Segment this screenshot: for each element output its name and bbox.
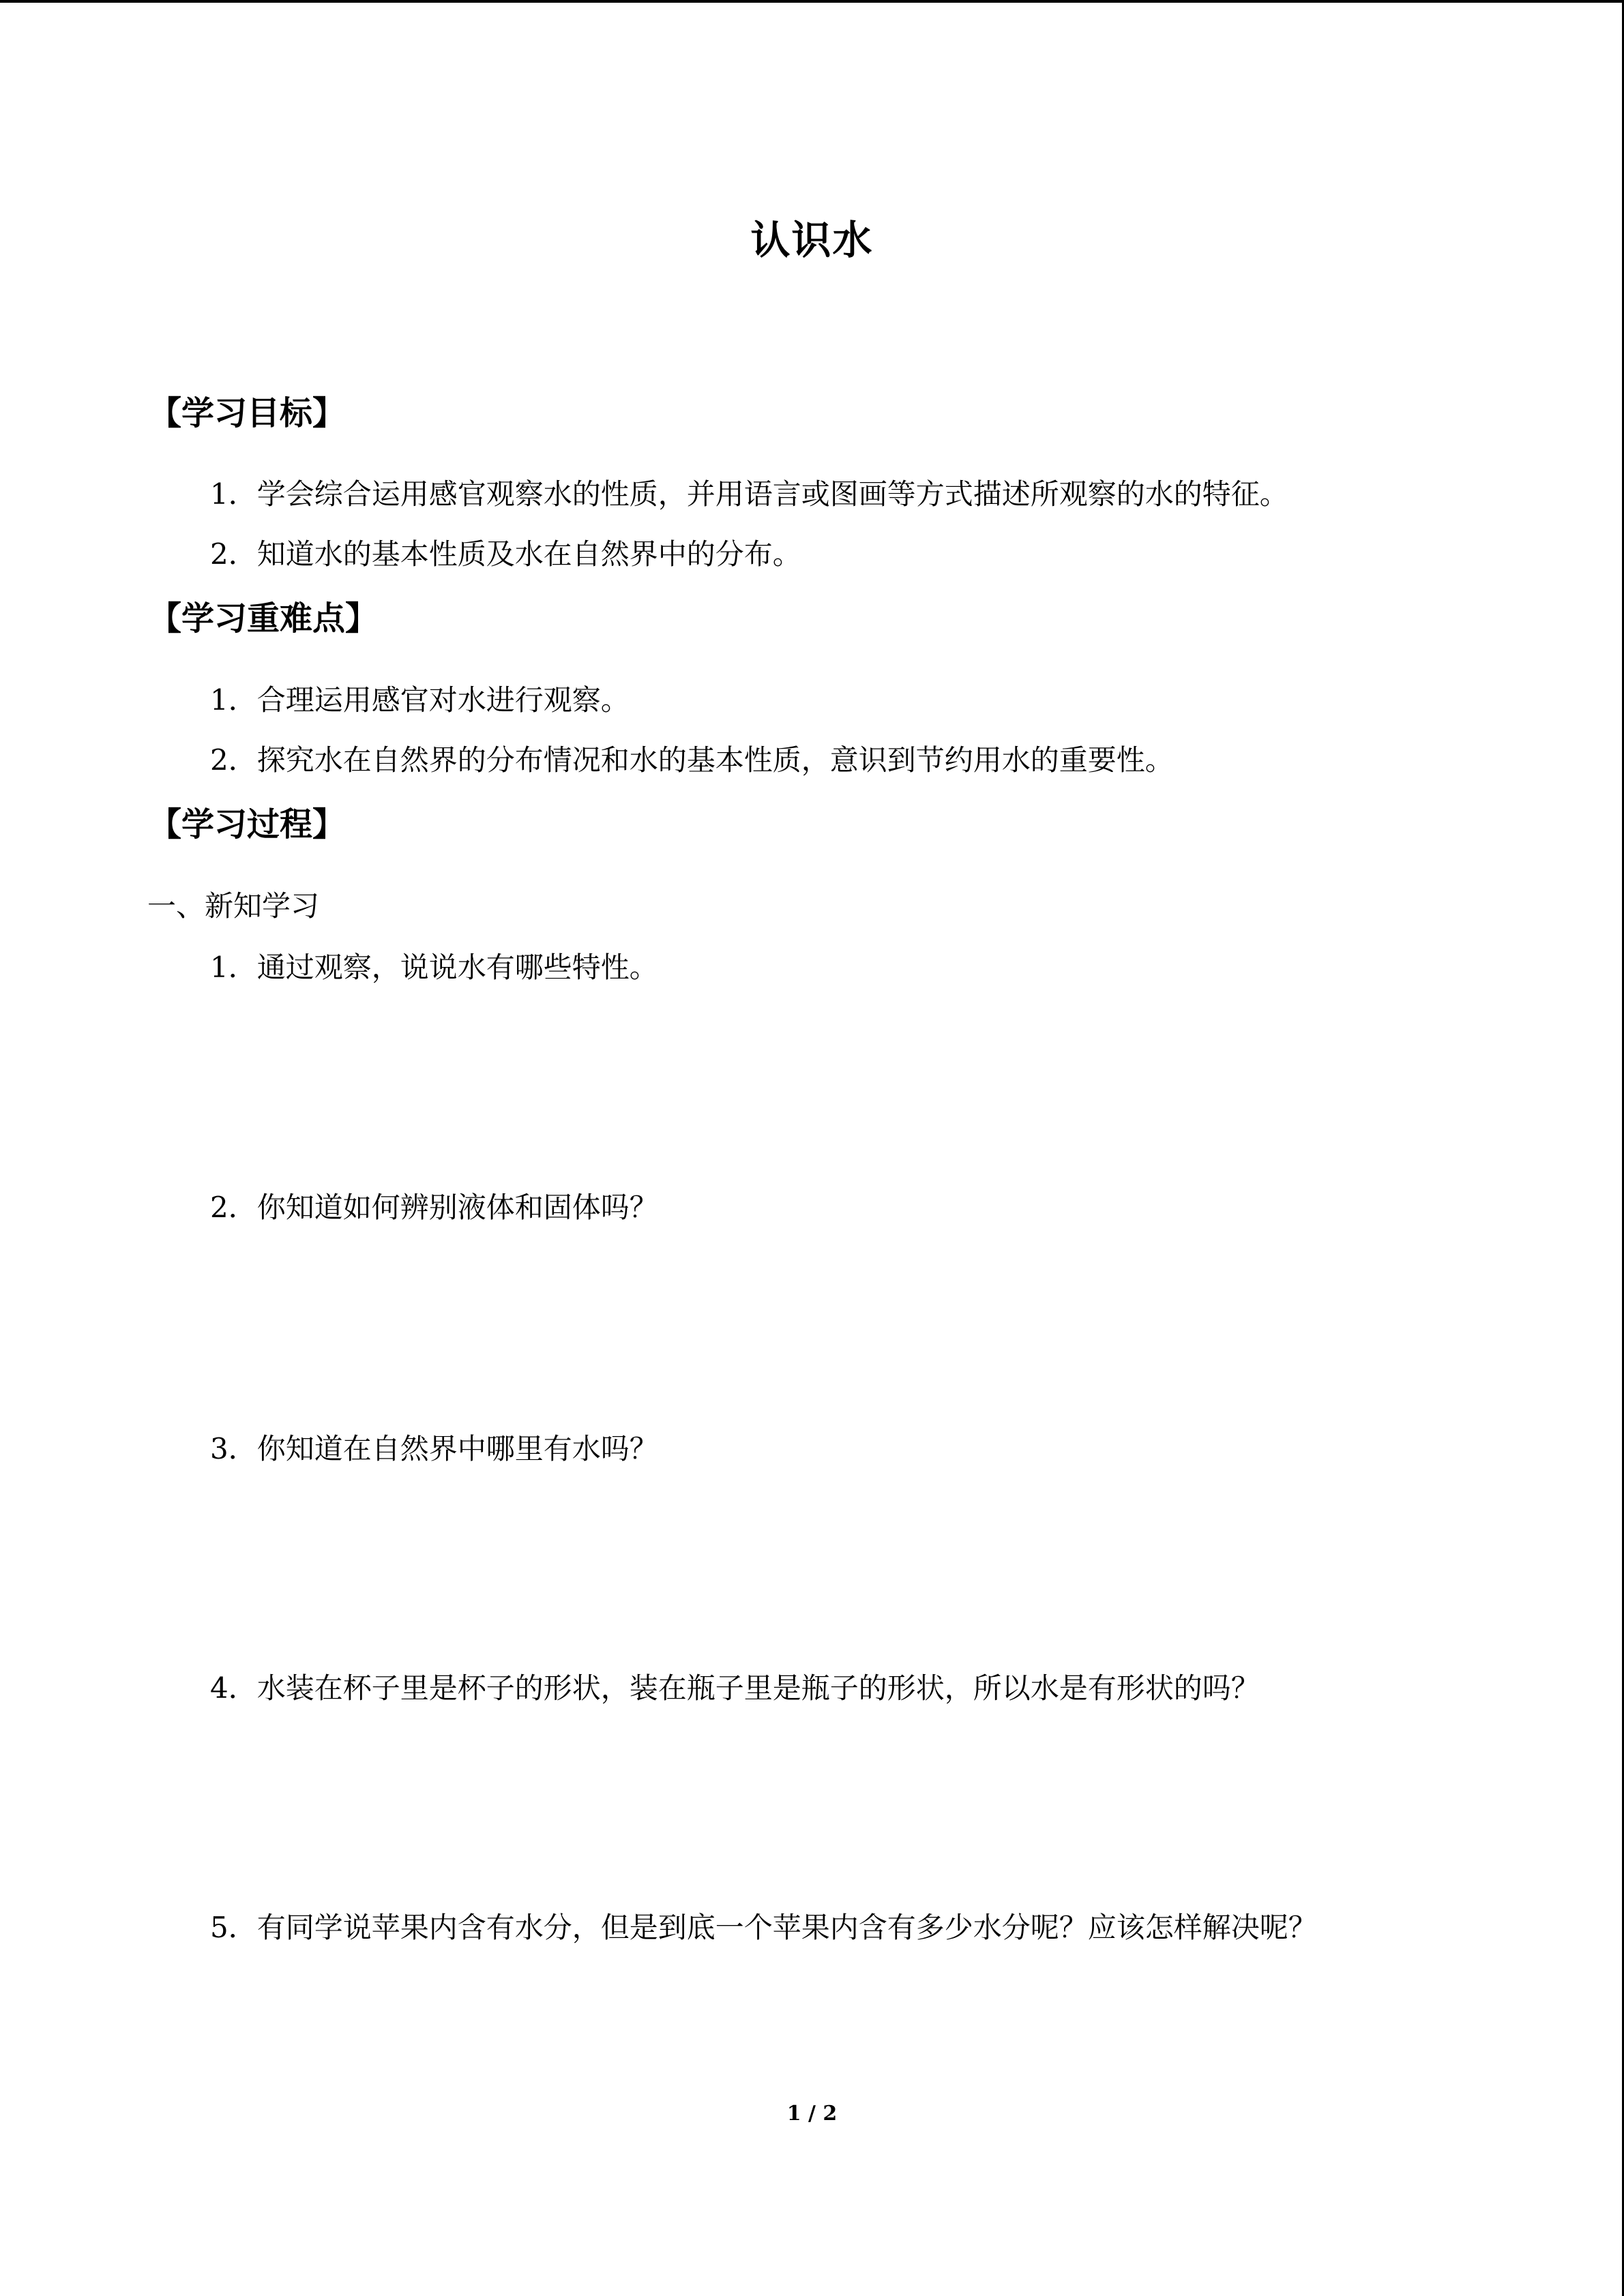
page-top-border xyxy=(0,0,1624,3)
page-title: 认识水 xyxy=(750,217,874,263)
question-3: 3．你知道在自然界中哪里有水吗？ xyxy=(210,1432,658,1465)
key-point-item-2: 2．探究水在自然界的分布情况和水的基本性质，意识到节约用水的重要性。 xyxy=(210,743,1174,777)
question-5: 5．有同学说苹果内含有水分，但是到底一个苹果内含有多少水分呢？应该怎样解决呢？ xyxy=(210,1911,1317,1944)
goal-item-2: 2．知道水的基本性质及水在自然界中的分布。 xyxy=(210,537,801,571)
section-heading-key-points: 【学习重难点】 xyxy=(149,599,379,638)
goal-item-1: 1．学会综合运用感官观察水的性质，并用语言或图画等方式描述所观察的水的特征。 xyxy=(210,477,1288,511)
section-heading-goals: 【学习目标】 xyxy=(149,394,346,432)
process-subheading: 一、新知学习 xyxy=(147,889,320,923)
question-2: 2．你知道如何辨别液体和固体吗？ xyxy=(210,1191,658,1224)
question-1: 1．通过观察，说说水有哪些特性。 xyxy=(210,951,658,984)
question-4: 4．水装在杯子里是杯子的形状，装在瓶子里是瓶子的形状，所以水是有形状的吗？ xyxy=(210,1671,1260,1705)
page-number: 1 / 2 xyxy=(786,2102,838,2126)
key-point-item-1: 1．合理运用感官对水进行观察。 xyxy=(210,683,630,717)
section-heading-process: 【学习过程】 xyxy=(149,805,346,844)
